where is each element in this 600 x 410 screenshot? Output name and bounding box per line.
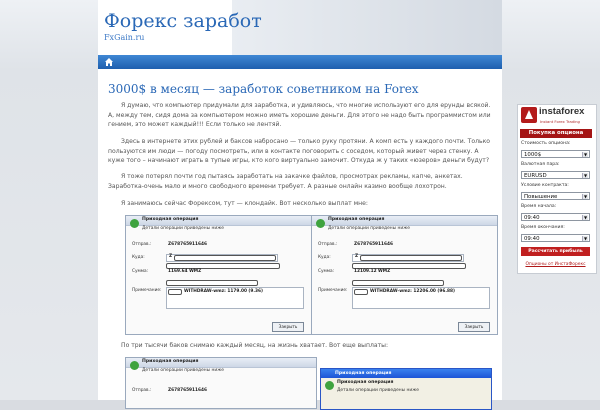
- amount-value: 12109.12 WMZ: [354, 269, 391, 274]
- from-label: Отправ.:: [318, 242, 338, 247]
- from-label: Отправ.:: [132, 242, 152, 247]
- header-banner: [232, 0, 502, 58]
- check-icon: [130, 219, 139, 228]
- chevron-down-icon: ▼: [583, 215, 588, 220]
- payment-screenshot-3: [125, 357, 317, 409]
- site-title[interactable]: Форекс заработ: [104, 10, 262, 32]
- from-value: Z678765911646: [168, 242, 207, 247]
- to-value: Z: [169, 254, 173, 259]
- operation-subtitle: Детали операции приведены ниже: [142, 368, 224, 373]
- redaction-mark: [360, 255, 462, 261]
- calculate-profit-button[interactable]: Рассчитать прибыль: [521, 247, 590, 256]
- amount-label: Сумма:: [132, 269, 149, 274]
- note-value: WITHDRAW-wmz: 1179.00 (9.36): [184, 289, 263, 294]
- note-value: WITHDRAW-wmz: 12206.00 (96.88): [370, 289, 455, 294]
- paragraph-1: Я думаю, что компьютер придумали для заработка, и удивляюсь, что многие используют его для ерунды всякой. А, между тем, сидя дома за компьютером можно иметь хорошие деньги. Для этого не надо быть программистом или гением, это может каждый!!! Если только не лентяй.: [108, 102, 491, 128]
- operation-subtitle: Детали операции приведены ниже: [337, 388, 419, 393]
- from-label: Отправ.:: [132, 388, 152, 393]
- paragraph-4: Я занимаюсь сейчас Форексом, тут — клондайк. Вот несколько выплат мне:: [121, 200, 368, 207]
- end-time-select[interactable]: 09:40 ▼: [521, 234, 590, 242]
- close-button: Закрыть: [458, 322, 490, 332]
- chevron-down-icon: ▼: [583, 173, 588, 178]
- widget-header: Покупка опциона: [520, 129, 592, 138]
- nav-bar: [98, 55, 502, 69]
- site-subtitle[interactable]: FxGain.ru: [104, 33, 145, 42]
- paragraph-3: Я тоже потерял почти год пытаясь заработать на закачке файлов, просмотрах рекламы, капче, анкетах. Заработка-очень мало и много свободного времени требует. А разные онлайн казино вообще лохотрон.: [108, 173, 463, 190]
- options-link[interactable]: Опционы от ИнстаФорекс: [525, 262, 586, 267]
- operation-title: Приходная операция: [328, 217, 385, 222]
- currency-pair-label: Валютная пара:: [521, 162, 560, 167]
- logo-text: instaforex: [539, 106, 585, 117]
- chevron-down-icon: ▼: [583, 152, 588, 157]
- home-icon[interactable]: [104, 57, 114, 67]
- redaction-mark: [166, 280, 258, 286]
- chevron-down-icon: ▼: [583, 236, 588, 241]
- from-value: Z678765911646: [354, 242, 393, 247]
- note-label: Примечание:: [132, 288, 162, 293]
- post-title[interactable]: 3000$ в месяц — заработок советником на Forex: [108, 82, 419, 96]
- operation-title: Приходная операция: [142, 217, 199, 222]
- chevron-down-icon: ▼: [583, 194, 588, 199]
- start-time-select[interactable]: 09:40 ▼: [521, 213, 590, 221]
- to-value: Z: [355, 254, 359, 259]
- note-label: Примечание:: [318, 288, 348, 293]
- redaction-mark: [174, 255, 276, 261]
- check-icon: [130, 361, 139, 370]
- paragraph-2: Здесь в интернете этих рублей и баксов набросано — только руку протяни. А комп есть у каждого почти. Только пользуются им люди — погоду посмотреть, или в контакте поговорить с соседом, который живет через стенку. А куже того – начинают играть в тупые игры, кто кого виртуально замочит. Откуда ж у таких «юзеров» деньги будут?: [108, 138, 490, 164]
- from-value: Z678765911646: [168, 388, 207, 393]
- operation-title: Приходная операция: [337, 380, 394, 385]
- currency-pair-select[interactable]: EURUSD ▼: [521, 171, 590, 179]
- to-label: Куда:: [318, 255, 331, 260]
- redaction-mark: [352, 280, 444, 286]
- amount-value: 1169.64 WMZ: [168, 269, 202, 274]
- operation-subtitle: Детали операции приведены ниже: [142, 226, 224, 231]
- redaction-mark: [354, 289, 368, 295]
- check-icon: [325, 381, 334, 390]
- payment-screenshot-4: [320, 368, 492, 410]
- amount-label: Сумма:: [318, 269, 335, 274]
- check-icon: [316, 219, 325, 228]
- option-cost-select[interactable]: 1000$ ▼: [521, 150, 590, 158]
- contract-condition-select[interactable]: Повышение ▼: [521, 192, 590, 200]
- logo-tagline: Instant Forex Trading: [540, 119, 580, 124]
- window-title: Приходная операция: [321, 369, 491, 378]
- redaction-mark: [168, 289, 182, 295]
- option-cost-label: Стоимость опциона:: [521, 141, 571, 146]
- operation-subtitle: Детали операции приведены ниже: [328, 226, 410, 231]
- start-time-label: Время начала:: [521, 204, 557, 209]
- to-label: Куда:: [132, 255, 145, 260]
- end-time-label: Время окончания:: [521, 225, 565, 230]
- contract-condition-label: Условие контракта:: [521, 183, 569, 188]
- payment-screenshot-2: [311, 215, 498, 335]
- payment-screenshot-1: [125, 215, 312, 335]
- paragraph-5: По три тысячи баков снимаю каждый месяц, на жизнь хватает. Вот еще выплаты:: [121, 342, 389, 349]
- close-button: Закрыть: [272, 322, 304, 332]
- operation-title: Приходная операция: [142, 359, 199, 364]
